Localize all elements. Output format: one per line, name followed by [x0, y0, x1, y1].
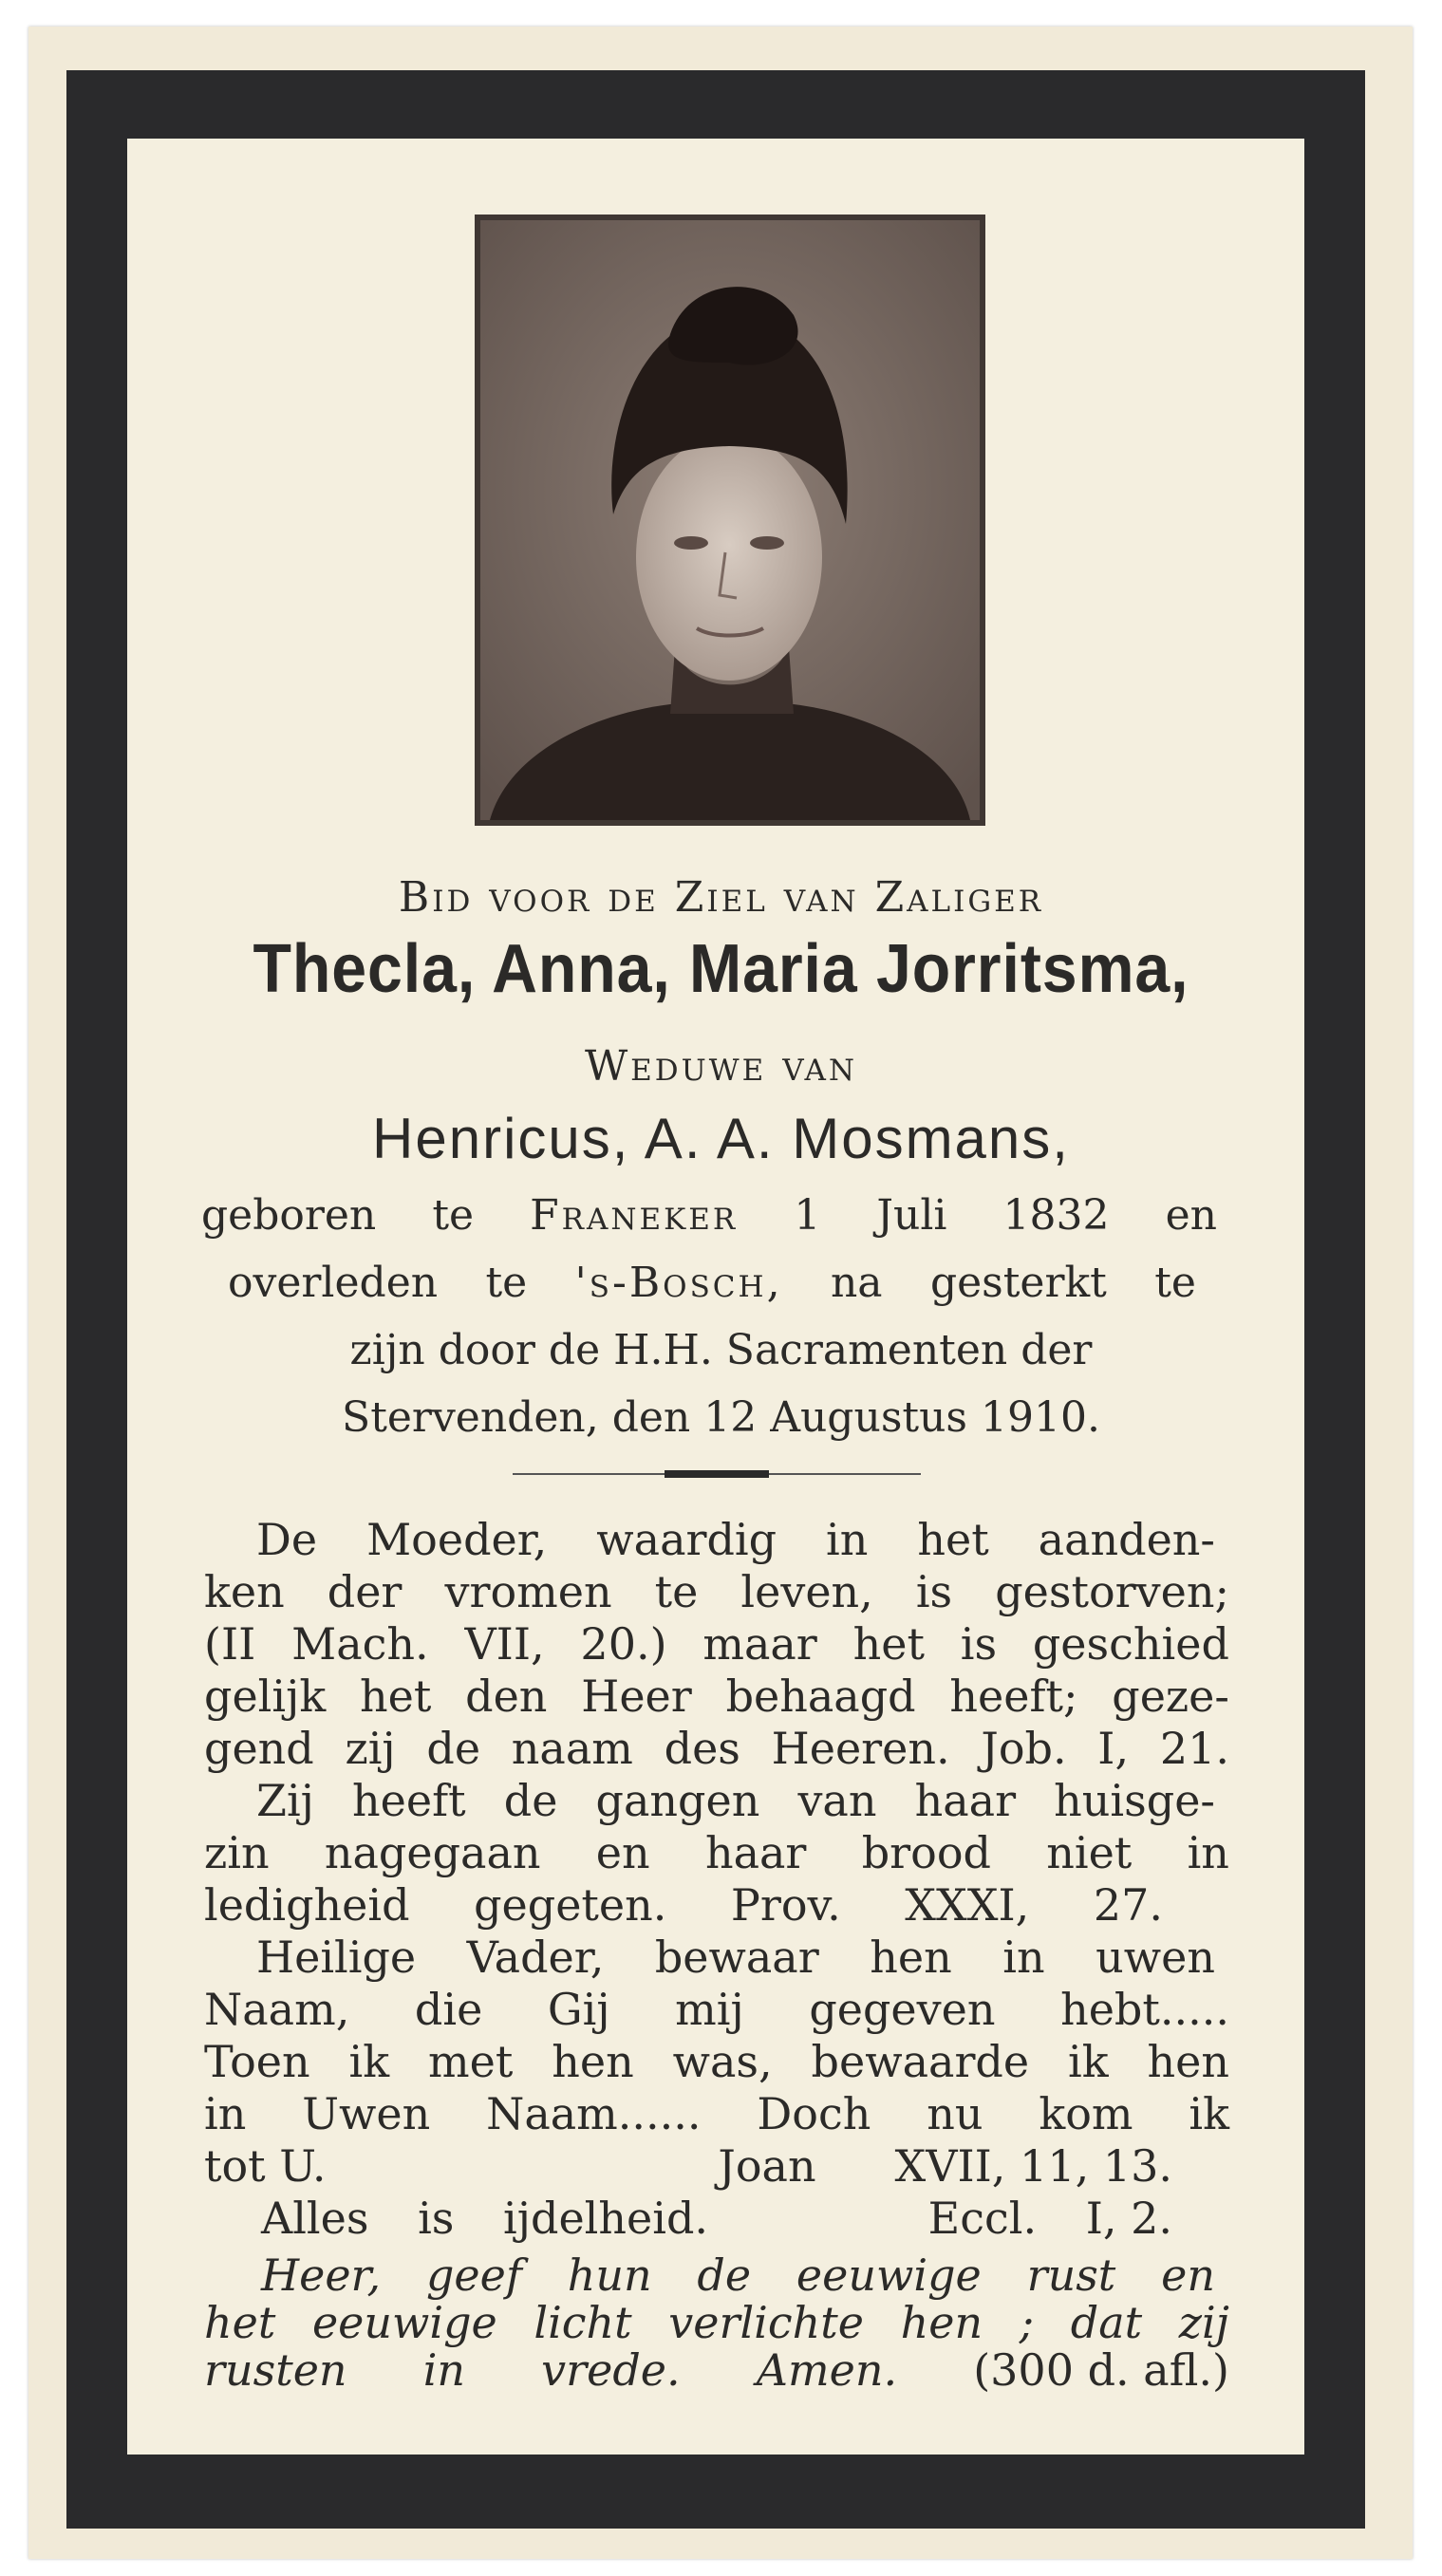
verse-word: haar [704, 1827, 807, 1878]
verse-word: mij [675, 1984, 744, 2035]
death-place: 's-Bosch, [574, 1259, 783, 1307]
verse-word: 20.) [580, 1618, 667, 1670]
bio-word: 1832 [1002, 1191, 1110, 1240]
separator-center [665, 1470, 769, 1478]
bio-line-4: Stervenden, den 12 Augustus 1910. [342, 1393, 1100, 1442]
verse-word: den [465, 1671, 548, 1722]
portrait-image [480, 220, 980, 820]
verse-word: maar [702, 1618, 817, 1670]
deceased-name: Thecla, Anna, Maria Jorritsma, [253, 931, 1189, 1007]
verse-line-14 [261, 2193, 1172, 2244]
verse-word: ijdelheid. [503, 2193, 709, 2244]
verse-word: gegeten. [474, 1879, 667, 1931]
verse-word: Uwen [302, 2088, 431, 2139]
verse-word: XXXI, [905, 1879, 1030, 1931]
bio-line-3: zijn door de H.H. Sacramenten der [349, 1326, 1093, 1374]
prayer-word: het [204, 2297, 276, 2348]
verse-line-5 [204, 1723, 1229, 1774]
verse-word: hen [1147, 2036, 1229, 2087]
verse-word: I, 2. [1085, 2193, 1172, 2244]
bio-word: Juli [876, 1191, 947, 1240]
verse-word: tot U. [204, 2140, 327, 2192]
verse-line-10 [204, 1984, 1229, 2035]
verse-word: hen [870, 1932, 952, 1983]
verse-word: uwen [1096, 1932, 1215, 1983]
verse-word: Joan [718, 2140, 816, 2192]
verse-line-11 [204, 2036, 1229, 2087]
verse-word: gend [204, 1723, 314, 1774]
verse-word: in [1187, 1827, 1229, 1878]
verse-line-1 [256, 1514, 1215, 1565]
verse-word: Naam, [204, 1984, 350, 2035]
verse-word: die [414, 1984, 483, 2035]
verse-word: Vader, [466, 1932, 605, 1983]
verse-word: haar [914, 1775, 1017, 1826]
prayer-word: eeuwige [311, 2297, 497, 2348]
prayer-word: de [697, 2249, 752, 2301]
verse-line-3 [204, 1618, 1229, 1670]
verse-line-12 [204, 2088, 1229, 2139]
prayer-word: rust [1026, 2249, 1116, 2301]
verse-word: der [327, 1566, 403, 1617]
verse-word: ik [1189, 2088, 1229, 2139]
verse-word: VII, [464, 1618, 545, 1670]
verse-line-2 [204, 1566, 1229, 1617]
prayer-line-3 [204, 2344, 1229, 2396]
bio-line-2 [228, 1259, 1196, 1307]
verse-word: ik [348, 2036, 390, 2087]
verse-word: Toen [204, 2036, 310, 2087]
verse-word: de [503, 1775, 558, 1826]
verse-word: is [418, 2193, 455, 2244]
prayer-word: eeuwige [796, 2249, 982, 2301]
verse-line-13 [204, 2140, 1172, 2192]
verse-line-4 [204, 1671, 1229, 1722]
verse-word: ledigheid [204, 1879, 410, 1931]
prayer-word: in [422, 2344, 466, 2396]
verse-word: Job. [981, 1723, 1067, 1774]
verse-word: het [852, 1618, 925, 1670]
verse-word: ik [1068, 2036, 1109, 2087]
verse-word: hebt..... [1060, 1984, 1229, 2035]
verse-word: Heilige [256, 1932, 417, 1983]
verse-line-9 [256, 1932, 1215, 1983]
prayer-word: verlichte [668, 2297, 864, 2348]
verse-word: heeft [352, 1775, 466, 1826]
verse-word: gegeven [809, 1984, 996, 2035]
verse-word: Heer [581, 1671, 692, 1722]
verse-word: Mach. [291, 1618, 429, 1670]
verse-word: bewaarde [811, 2036, 1030, 2087]
verse-word: vromen [444, 1566, 612, 1617]
verse-line-7 [204, 1827, 1229, 1878]
verse-word: Prov. [730, 1879, 841, 1931]
birth-place: Franeker [530, 1191, 739, 1240]
prayer-word: zij [1178, 2297, 1229, 2348]
indulgence-note: (300 d. afl.) [973, 2344, 1229, 2396]
verse-word: in [1002, 1932, 1045, 1983]
verse-line-6 [256, 1775, 1215, 1826]
verse-word: was, [672, 2036, 773, 2087]
verse-word: ken [204, 1566, 285, 1617]
verse-word: bewaar [654, 1932, 819, 1983]
verse-word: Gij [547, 1984, 610, 2035]
verse-word: waardig [596, 1514, 777, 1565]
verse-word: geschied [1032, 1618, 1229, 1670]
verse-word: brood [861, 1827, 991, 1878]
prayer-word: hun [567, 2249, 652, 2301]
bio-word: geboren [201, 1191, 377, 1240]
verse-word: des [664, 1723, 740, 1774]
verse-word: zij [345, 1723, 396, 1774]
verse-word: Moeder, [366, 1514, 548, 1565]
prayer-word: rusten [204, 2344, 347, 2396]
verse-word: De [256, 1514, 318, 1565]
verse-word: XVII, 11, 13. [894, 2140, 1172, 2192]
verse-word: niet [1046, 1827, 1133, 1878]
widow-of-line: Weduwe van [584, 1042, 858, 1091]
prayer-word: en [1161, 2249, 1215, 2301]
verse-word: Eccl. [927, 2193, 1038, 2244]
bio-word: overleden [228, 1259, 439, 1307]
prayer-word: ; [1019, 2297, 1035, 2348]
verse-word: het [360, 1671, 432, 1722]
husband-name: Henricus, A. A. Mosmans, [372, 1107, 1070, 1170]
verse-word: Zij [256, 1775, 314, 1826]
prayer-word: dat [1070, 2297, 1143, 2348]
verse-word: de [426, 1723, 481, 1774]
portrait-photo [475, 215, 985, 826]
verse-word: Heeren. [771, 1723, 950, 1774]
verse-word: hen [552, 2036, 634, 2087]
verse-word: nagegaan [324, 1827, 541, 1878]
verse-word: en [595, 1827, 650, 1878]
verse-word: is [960, 1618, 998, 1670]
verse-word: (II [204, 1618, 256, 1670]
prayer-word: hen [900, 2297, 983, 2348]
verse-word: met [428, 2036, 514, 2087]
verse-line-8 [204, 1879, 1163, 1931]
verse-word: gestorven; [995, 1566, 1229, 1617]
bio-word: en [1165, 1191, 1217, 1240]
verse-word: leven, [740, 1566, 873, 1617]
verse-word: gangen [595, 1775, 760, 1826]
prayer-word: vrede. [541, 2344, 681, 2396]
verse-word: huisge- [1054, 1775, 1215, 1826]
bio-word: te [485, 1259, 528, 1307]
prayer-line-2 [204, 2297, 1229, 2348]
bio-word: na [830, 1259, 883, 1307]
verse-word: 21. [1159, 1723, 1229, 1774]
verse-word: in [826, 1514, 869, 1565]
verse-word: geze- [1112, 1671, 1229, 1722]
bio-word: gesterkt [929, 1259, 1107, 1307]
pray-line: Bid voor de Ziel van Zaliger [398, 873, 1044, 922]
prayer-word: Heer, [261, 2249, 382, 2301]
verse-word: in [204, 2088, 247, 2139]
verse-word: gelijk [204, 1671, 327, 1722]
verse-word: Alles [261, 2193, 369, 2244]
verse-word: van [797, 1775, 877, 1826]
bio-word: te [432, 1191, 475, 1240]
verse-word: I, [1097, 1723, 1130, 1774]
verse-word: Naam...... [486, 2088, 702, 2139]
verse-word: 27. [1093, 1879, 1163, 1931]
verse-word: zin [204, 1827, 270, 1878]
bio-word: 1 [794, 1191, 821, 1240]
prayer-line-1 [261, 2249, 1215, 2301]
bio-word: te [1154, 1259, 1196, 1307]
verse-word: kom [1039, 2088, 1133, 2139]
verse-word: het [917, 1514, 989, 1565]
verse-word: heeft; [949, 1671, 1078, 1722]
prayer-word: Amen. [756, 2344, 898, 2396]
verse-word: te [654, 1566, 699, 1617]
verse-word: aanden- [1038, 1514, 1215, 1565]
verse-word: behaagd [725, 1671, 916, 1722]
prayer-word: licht [534, 2297, 632, 2348]
verse-word: naam [511, 1723, 633, 1774]
bio-line-1 [201, 1191, 1217, 1240]
prayer-word: geef [425, 2249, 522, 2301]
verse-word: is [915, 1566, 953, 1617]
verse-word: Doch [757, 2088, 871, 2139]
verse-word: nu [927, 2088, 983, 2139]
